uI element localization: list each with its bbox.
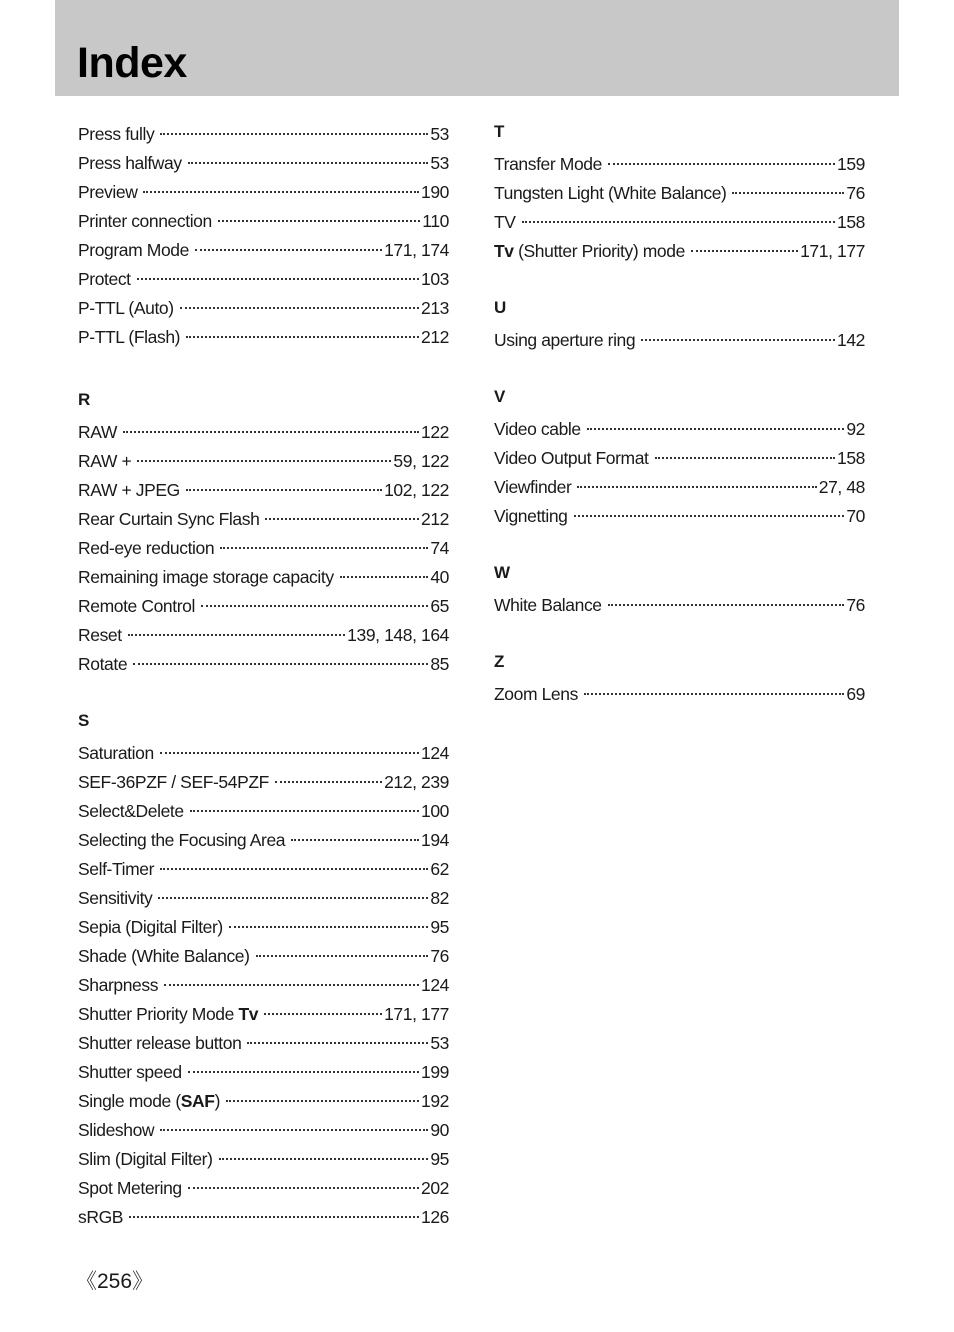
index-page-ref: 194: [421, 830, 449, 850]
index-term-text: Video cable: [494, 419, 581, 439]
dot-leader: [584, 693, 844, 695]
dot-leader: [340, 576, 429, 578]
index-entry: [494, 179, 865, 208]
index-page-ref: 139, 148, 164: [347, 625, 449, 645]
index-page-ref: 212: [421, 327, 449, 347]
index-entry: [78, 265, 449, 294]
index-entry: [78, 971, 449, 1000]
index-term: [494, 473, 571, 502]
index-page-ref: 158: [837, 448, 865, 468]
index-term-text: Remaining image storage capacity: [78, 567, 334, 587]
dot-leader: [190, 810, 419, 812]
index-term-text: TV: [494, 212, 516, 232]
index-page-ref: 76: [846, 595, 865, 615]
index-term: [494, 591, 602, 620]
index-term: [78, 1087, 220, 1116]
index-term-text: Program Mode: [78, 240, 189, 260]
index-term: [78, 178, 137, 207]
index-page-ref: 159: [837, 154, 865, 174]
index-term-text: Reset: [78, 625, 122, 645]
index-term-text: White Balance: [494, 595, 602, 615]
index-page-ref: 158: [837, 212, 865, 232]
index-entry: [494, 415, 865, 444]
index-term-text: Slideshow: [78, 1120, 155, 1140]
dot-leader: [218, 220, 420, 222]
index-entry: [78, 1000, 449, 1029]
index-term-text: Shutter Priority Mode: [78, 1004, 239, 1024]
index-term: [78, 505, 259, 534]
dot-leader: [129, 1216, 419, 1218]
dot-leader: [264, 1013, 382, 1015]
dot-leader: [180, 307, 419, 309]
index-page-ref: 124: [421, 743, 449, 763]
index-term: [494, 208, 516, 237]
dot-leader: [133, 663, 428, 665]
index-term: [78, 855, 154, 884]
index-term: [78, 826, 285, 855]
index-page-ref: 90: [430, 1120, 449, 1140]
index-term: [78, 768, 269, 797]
index-term-text: Shade (White Balance): [78, 946, 250, 966]
index-term: [78, 1203, 123, 1232]
index-page-ref: 74: [430, 538, 449, 558]
index-term: [78, 323, 180, 352]
index-term: [78, 120, 154, 149]
dot-leader: [522, 221, 835, 223]
index-term: [78, 884, 152, 913]
index-entry: [78, 942, 449, 971]
index-term: [494, 502, 568, 531]
dot-leader: [226, 1100, 419, 1102]
index-term: [78, 265, 131, 294]
index-page-ref: 59, 122: [393, 451, 449, 471]
index-entry: [494, 444, 865, 473]
index-term-bold: SAF: [180, 1091, 215, 1111]
index-term-text: Selecting the Focusing Area: [78, 830, 286, 850]
page-title: Index: [77, 39, 187, 87]
index-term: [78, 971, 158, 1000]
index-term-text: Preview: [78, 182, 138, 202]
index-page-ref: 62: [430, 859, 449, 879]
index-term-text: Sepia (Digital Filter): [78, 917, 223, 937]
index-page-ref: 190: [421, 182, 449, 202]
index-section: [78, 388, 449, 679]
index-entry: [78, 592, 449, 621]
dot-leader: [160, 133, 428, 135]
index-term: [78, 621, 122, 650]
index-term-text: Self-Timer: [78, 859, 155, 879]
dot-leader: [732, 192, 844, 194]
section-letter: V: [494, 387, 506, 406]
index-term: [78, 650, 127, 679]
index-page-ref: 126: [421, 1207, 449, 1227]
index-page-ref: 85: [430, 654, 449, 674]
index-term: [78, 447, 131, 476]
index-page-ref: 27, 48: [818, 477, 865, 497]
index-term-text: P-TTL (Auto): [78, 298, 174, 318]
index-page-ref: 82: [430, 888, 449, 908]
index-entry: [78, 739, 449, 768]
index-term-text: Shutter speed: [78, 1062, 182, 1082]
index-term: [78, 207, 212, 236]
dot-leader: [201, 605, 428, 607]
index-page-ref: 110: [422, 211, 449, 231]
index-term-text: Rear Curtain Sync Flash: [78, 509, 260, 529]
dot-leader: [137, 460, 391, 462]
index-term-text: Using aperture ring: [494, 330, 636, 350]
dot-leader: [641, 339, 835, 341]
dot-leader: [160, 1129, 428, 1131]
index-entry: [494, 502, 865, 531]
index-term-text: RAW +: [78, 451, 132, 471]
index-entry: [494, 208, 865, 237]
dot-leader: [256, 955, 429, 957]
index-term-text: Transfer Mode: [494, 154, 602, 174]
index-term-text: Press halfway: [78, 153, 182, 173]
index-entry: [78, 149, 449, 178]
index-page-ref: 103: [421, 269, 449, 289]
index-term-text: Slim (Digital Filter): [78, 1149, 213, 1169]
index-section: [494, 120, 865, 266]
index-entry: [78, 1116, 449, 1145]
index-term: [494, 326, 635, 355]
dot-leader: [587, 428, 845, 430]
index-term-text: P-TTL (Flash): [78, 327, 181, 347]
dot-leader: [577, 486, 816, 488]
index-term-text: Spot Metering: [78, 1178, 182, 1198]
index-term: [78, 942, 250, 971]
index-term-text: (Shutter Priority) mode: [513, 241, 685, 261]
dot-leader: [186, 489, 382, 491]
index-term: [78, 534, 214, 563]
index-section: [494, 561, 865, 620]
index-term: [494, 680, 578, 709]
index-term-text: Press fully: [78, 124, 155, 144]
index-entry: [78, 294, 449, 323]
section-letter: W: [494, 563, 511, 582]
index-term-text: RAW: [78, 422, 117, 442]
dot-leader: [291, 839, 419, 841]
dot-leader: [219, 1158, 429, 1160]
index-page-ref: 100: [421, 801, 449, 821]
index-term-text: Shutter release button: [78, 1033, 242, 1053]
index-section: [494, 385, 865, 531]
dot-leader: [160, 752, 419, 754]
index-page-ref: 199: [421, 1062, 449, 1082]
index-page-ref: 53: [430, 1033, 449, 1053]
index-entry: [78, 621, 449, 650]
index-entry: [78, 1145, 449, 1174]
index-term: [78, 236, 189, 265]
index-entry: [78, 534, 449, 563]
index-entry: [78, 476, 449, 505]
index-entry: [78, 1058, 449, 1087]
index-section: [494, 296, 865, 355]
index-term: [494, 237, 685, 266]
index-entry: [494, 326, 865, 355]
index-page-ref: 69: [846, 684, 865, 704]
index-entry: [78, 1029, 449, 1058]
index-term: [78, 592, 195, 621]
index-page-ref: 76: [846, 183, 865, 203]
index-entry: [78, 236, 449, 265]
index-entry: [78, 1174, 449, 1203]
index-entry: [78, 418, 449, 447]
page-number: 《256》: [76, 1270, 154, 1293]
index-page-ref: 171, 177: [384, 1004, 449, 1024]
index-page-ref: 76: [430, 946, 449, 966]
index-term-text: Saturation: [78, 743, 154, 763]
index-term-text: Select&Delete: [78, 801, 184, 821]
index-entry: [78, 178, 449, 207]
dot-leader: [574, 515, 845, 517]
index-term: [494, 444, 649, 473]
index-column-right: [494, 120, 865, 739]
dot-leader: [220, 547, 428, 549]
index-page-ref: 142: [837, 330, 865, 350]
index-term-text: ): [214, 1091, 221, 1111]
index-page-ref: 102, 122: [384, 480, 449, 500]
index-term-text: Zoom Lens: [494, 684, 578, 704]
index-entry: [494, 591, 865, 620]
index-term-text: sRGB: [78, 1207, 124, 1227]
index-entry: [78, 1087, 449, 1116]
index-term-text: Tungsten Light (White Balance): [494, 183, 727, 203]
section-letter: Z: [494, 652, 505, 671]
index-page-ref: 212, 239: [384, 772, 449, 792]
index-term-text: Video Output Format: [494, 448, 649, 468]
index-page-ref: 192: [421, 1091, 449, 1111]
index-entry: [494, 680, 865, 709]
index-entry: [78, 120, 449, 149]
index-term: [78, 1145, 213, 1174]
index-term: [78, 1029, 241, 1058]
dot-leader: [160, 868, 428, 870]
index-term-text: RAW + JPEG: [78, 480, 180, 500]
index-page-ref: 171, 177: [800, 241, 865, 261]
index-term-text: Remote Control: [78, 596, 195, 616]
index-term: [78, 913, 223, 942]
index-entry: [78, 797, 449, 826]
index-term-text: Viewfinder: [494, 477, 572, 497]
index-entry: [78, 913, 449, 942]
index-term-text: Sharpness: [78, 975, 159, 995]
dot-leader: [195, 249, 382, 251]
index-entry: [78, 855, 449, 884]
index-term-text: Single mode (: [78, 1091, 181, 1111]
index-term: [78, 797, 184, 826]
dot-leader: [608, 604, 845, 606]
index-term: [78, 418, 117, 447]
index-entry: [494, 237, 865, 266]
dot-leader: [137, 278, 419, 280]
dot-leader: [188, 1187, 419, 1189]
index-entry: [78, 650, 449, 679]
index-entry: [78, 884, 449, 913]
index-term-text: Vignetting: [494, 506, 568, 526]
dot-leader: [691, 250, 798, 252]
index-page-ref: 124: [421, 975, 449, 995]
index-term: [78, 1000, 258, 1029]
index-column-left: [78, 120, 449, 1262]
index-section: [494, 650, 865, 709]
index-entry: [78, 447, 449, 476]
index-entry: [78, 323, 449, 352]
dot-leader: [655, 457, 835, 459]
index-page-ref: 70: [846, 506, 865, 526]
index-page-ref: 95: [430, 1149, 449, 1169]
section-letter: T: [494, 122, 505, 141]
index-entry: [78, 207, 449, 236]
dot-leader: [188, 162, 429, 164]
index-page-ref: 92: [846, 419, 865, 439]
dot-leader: [188, 1071, 419, 1073]
dot-leader: [158, 897, 428, 899]
section-letter: S: [78, 711, 90, 730]
index-page-ref: 95: [430, 917, 449, 937]
index-entry: [78, 826, 449, 855]
dot-leader: [265, 518, 419, 520]
dot-leader: [229, 926, 428, 928]
dot-leader: [143, 191, 419, 193]
index-entry: [78, 768, 449, 797]
dot-leader: [186, 336, 419, 338]
index-term-bold: Tv: [494, 241, 514, 261]
dot-leader: [128, 634, 345, 636]
section-letter: U: [494, 298, 507, 317]
index-term-text: Printer connection: [78, 211, 212, 231]
index-term: [494, 415, 581, 444]
index-page-ref: 65: [430, 596, 449, 616]
index-page-ref: 202: [421, 1178, 449, 1198]
index-term-text: Protect: [78, 269, 131, 289]
index-term: [78, 1058, 182, 1087]
index-entry: [78, 505, 449, 534]
index-term: [78, 294, 174, 323]
index-term-text: Sensitivity: [78, 888, 153, 908]
index-page-ref: 171, 174: [384, 240, 449, 260]
dot-leader: [275, 781, 382, 783]
dot-leader: [247, 1042, 428, 1044]
index-page-ref: 53: [430, 124, 449, 144]
index-page-ref: 40: [430, 567, 449, 587]
index-page-ref: 122: [421, 422, 449, 442]
index-term-text: Red-eye reduction: [78, 538, 215, 558]
dot-leader: [164, 984, 419, 986]
index-term: [494, 150, 602, 179]
index-entry: [494, 150, 865, 179]
index-term: [78, 476, 180, 505]
index-entry: [78, 563, 449, 592]
index-term: [78, 563, 334, 592]
index-page-ref: 212: [421, 509, 449, 529]
index-term: [78, 739, 154, 768]
index-entry: [494, 473, 865, 502]
dot-leader: [608, 163, 835, 165]
index-term-text: SEF-36PZF / SEF-54PZF: [78, 772, 269, 792]
index-term: [78, 1116, 154, 1145]
index-section-p: [78, 120, 449, 352]
index-term: [78, 1174, 182, 1203]
index-term: [494, 179, 726, 208]
section-letter: R: [78, 390, 91, 409]
index-page-ref: 53: [430, 153, 449, 173]
index-term-bold: Tv: [238, 1004, 259, 1024]
index-section: [78, 709, 449, 1232]
index-page-ref: 213: [421, 298, 449, 318]
index-term-text: Rotate: [78, 654, 128, 674]
dot-leader: [123, 431, 419, 433]
index-entry: [78, 1203, 449, 1232]
index-term: [78, 149, 182, 178]
